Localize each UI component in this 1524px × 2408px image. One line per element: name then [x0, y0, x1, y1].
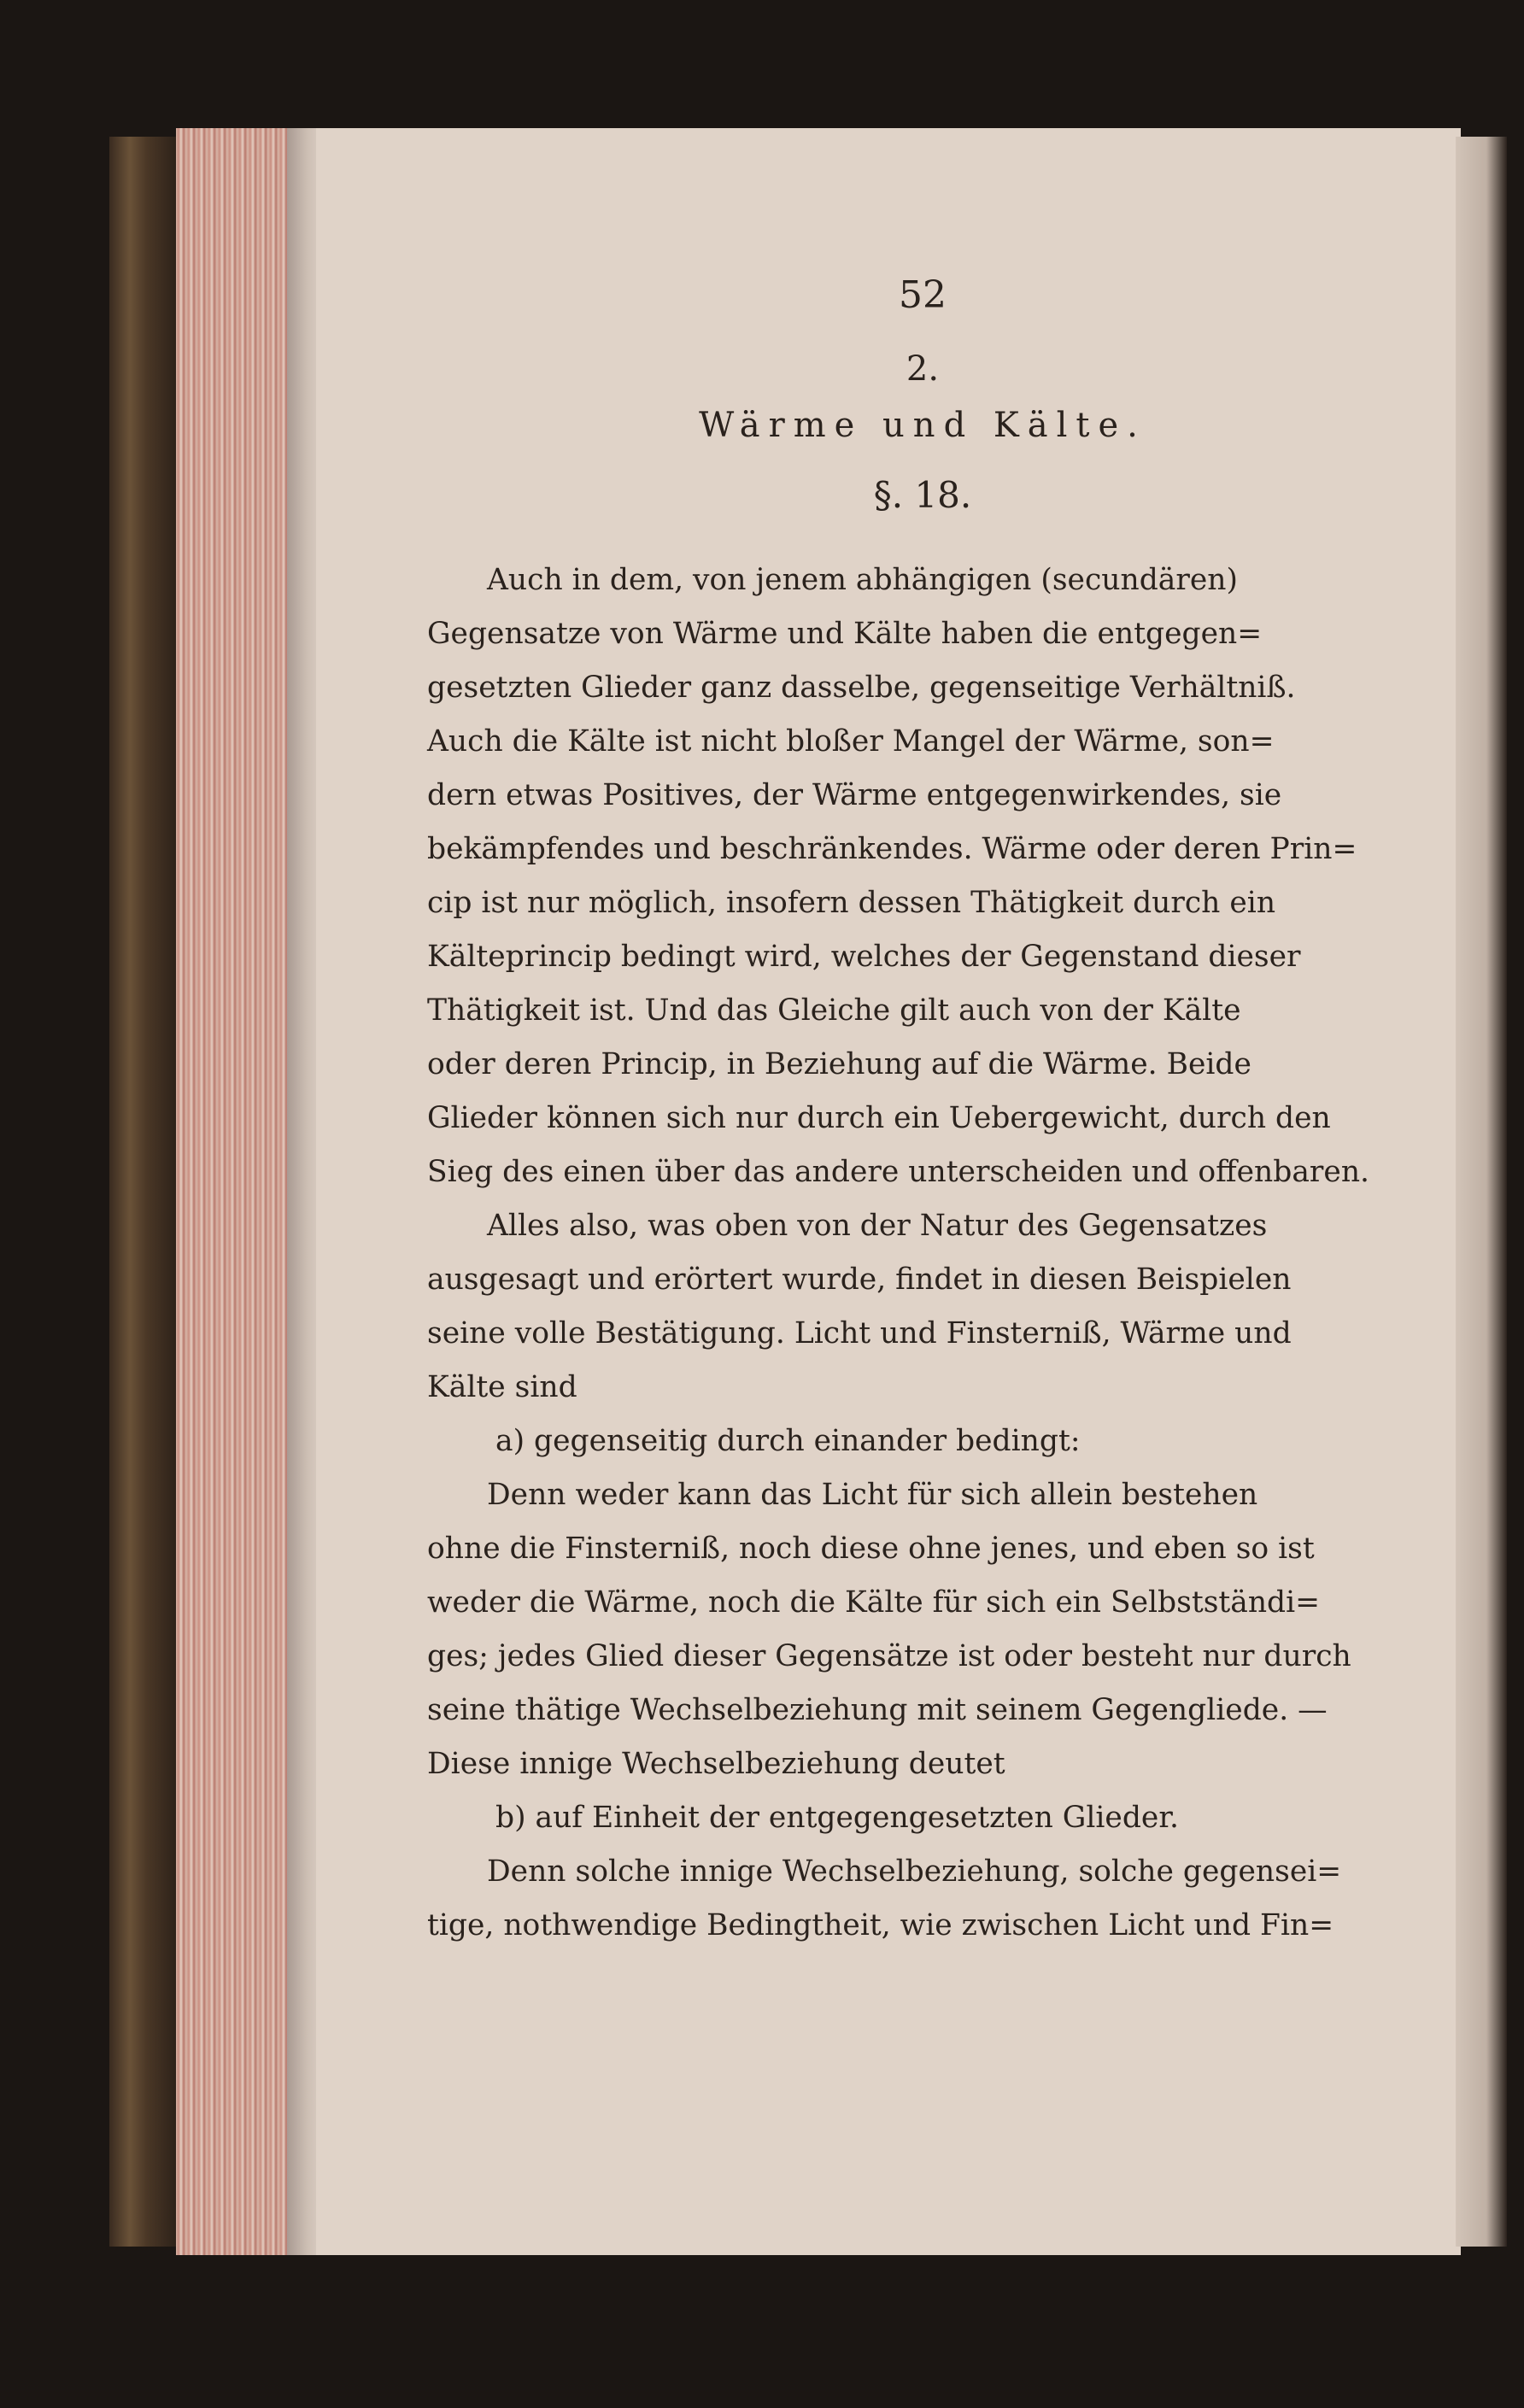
text-line: Alles also, was oben von der Natur des Gegensatzes	[487, 1209, 1268, 1243]
text-line: seine volle Bestätigung. Licht und Finsterniß, Wärme und	[427, 1316, 1292, 1350]
text-line: Sieg des einen über das andere unterscheiden und offenbaren.	[427, 1155, 1370, 1189]
text-line: Gegensatze von Wärme und Kälte haben die entgegen=	[427, 617, 1263, 651]
text-line: Denn solche innige Wechselbeziehung, solche gegensei=	[487, 1854, 1342, 1889]
text-line: Kälte sind	[427, 1370, 577, 1404]
text-line: seine thätige Wechselbeziehung mit seinem Gegengliede. —	[427, 1693, 1328, 1727]
text-line: Denn weder kann das Licht für sich allein bestehen	[487, 1478, 1258, 1512]
next-leaf-edge	[1456, 137, 1507, 2247]
text-line: ohne die Finsterniß, noch diese ohne jenes, und eben so ist	[427, 1532, 1315, 1566]
text-line: ges; jedes Glied dieser Gegensätze ist oder besteht nur durch	[427, 1639, 1351, 1673]
text-line: Kälteprincip bedingt wird, welches der Gegenstand dieser	[427, 940, 1301, 974]
book-cover-edge	[109, 137, 178, 2247]
page-text	[427, 273, 1370, 1953]
text-line: Auch die Kälte ist nicht bloßer Mangel der Wärme, son=	[427, 724, 1275, 759]
section-title: Wärme und Kälte.	[699, 406, 1146, 445]
text-line: Glieder können sich nur durch ein Uebergewicht, durch den	[427, 1101, 1331, 1135]
text-line: Diese innige Wechselbeziehung deutet	[427, 1747, 1005, 1781]
text-line: tige, nothwendige Bedingtheit, wie zwischen Licht und Fin=	[427, 1908, 1334, 1942]
text-line: Auch in dem, von jenem abhängigen (secundären)	[487, 563, 1238, 597]
text-line: dern etwas Positives, der Wärme entgegenwirkendes, sie	[427, 778, 1282, 812]
text-line: b) auf Einheit der entgegengesetzten Glieder.	[495, 1801, 1180, 1835]
text-line: cip ist nur möglich, insofern dessen Thätigkeit durch ein	[427, 886, 1276, 920]
paragraph-mark: §. 18.	[873, 474, 972, 516]
text-line: oder deren Princip, in Beziehung auf die Wärme. Beide	[427, 1047, 1251, 1081]
text-line: ausgesagt und erörtert wurde, findet in diesen Beispielen	[427, 1263, 1292, 1297]
section-number: 2.	[906, 349, 940, 389]
text-line: a) gegenseitig durch einander bedingt:	[495, 1424, 1081, 1458]
text-line: gesetzten Glieder ganz dasselbe, gegenseitige Verhältniß.	[427, 671, 1296, 705]
text-line: Thätigkeit ist. Und das Gleiche gilt auch von der Kälte	[427, 993, 1241, 1028]
text-line: bekämpfendes und beschränkendes. Wärme oder deren Prin=	[427, 832, 1357, 866]
text-line: weder die Wärme, noch die Kälte für sich ein Selbstständi=	[427, 1585, 1321, 1620]
page-number: 52	[899, 273, 947, 317]
page-edges	[176, 128, 287, 2255]
